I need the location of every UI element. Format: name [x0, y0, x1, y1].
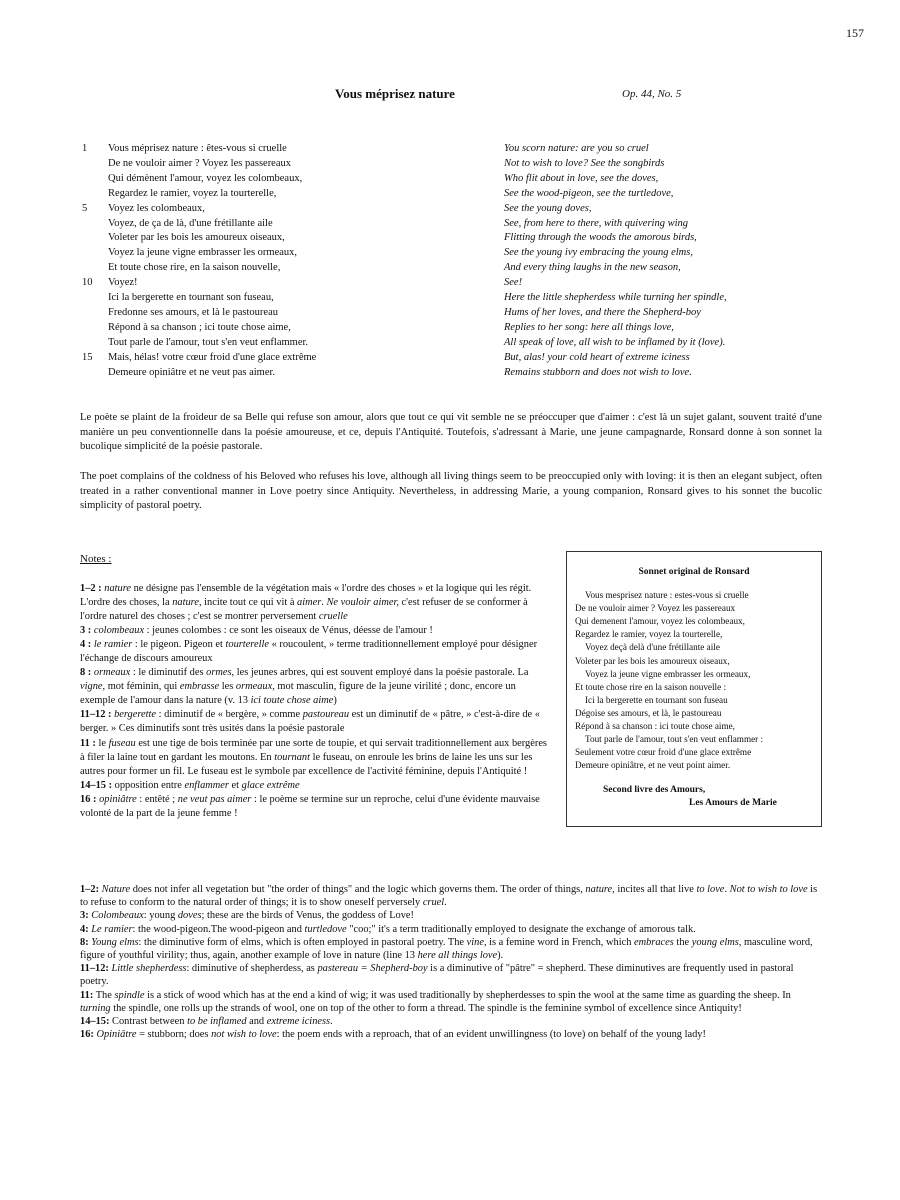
note-item	[80, 962, 822, 988]
poem-line-text: Voleter par les bois les amoureux oiseaux,	[108, 232, 285, 244]
note-reference: 8:	[80, 936, 89, 948]
note-text: is a stick of wood which has at the end a kind of wig; it was used traditionally by shepherdesses to spin the wool at the same time as guarding the sheep. In	[144, 989, 791, 1001]
note-item	[80, 638, 550, 666]
note-item	[80, 666, 550, 708]
note-reference: 4:	[80, 923, 89, 935]
line-number	[82, 261, 108, 276]
note-term: Ne vouloir aimer,	[326, 597, 399, 609]
original-sonnet-box	[566, 551, 822, 827]
note-text: : diminutive of shepherdess, as	[186, 963, 318, 975]
note-term: extreme iciness	[266, 1016, 331, 1028]
sonnet-source-book: Second livre des Amours,	[603, 785, 706, 796]
note-text: .	[724, 884, 730, 895]
note-reference: 1–2:	[80, 884, 100, 895]
poem-line-text: Voyez la jeune vigne embrasser les ormeaux,	[108, 247, 298, 259]
note-reference: 11–12 :	[80, 709, 112, 721]
poem-line-text: Ici la bergerette en tournant son fuseau,	[108, 292, 274, 304]
line-number: 5	[82, 202, 88, 214]
poem-line-text: Demeure opiniâtre et ne veut pas aimer.	[108, 366, 276, 378]
note-text: : the diminutive form of elms, which is often employed in pastoral poetry. The	[138, 936, 467, 948]
note-term: pastoureau	[302, 709, 350, 721]
poem-line	[82, 291, 482, 306]
note-text: , masculine word, figure of youthful virility; thus, again, another example of love in nature (line 13	[80, 936, 813, 962]
note-term: pastereau = Shepherd-boy	[317, 963, 428, 975]
note-reference: 14–15 :	[80, 779, 113, 791]
note-text: « roucoulent, » terme traditionnellement employé pour désigner l'échange de discours amoureux	[80, 639, 538, 665]
sonnet-line: Regardez le ramier, voyez la tourterelle,	[575, 629, 723, 640]
note-reference: 16 :	[80, 793, 97, 805]
poem-line	[82, 217, 482, 232]
line-number	[82, 306, 108, 321]
note-term: opiniâtre	[99, 793, 137, 805]
sonnet-line: Voleter par les bois les amoureux oiseaux,	[575, 655, 730, 666]
line-number	[82, 336, 108, 351]
line-number	[82, 231, 108, 246]
note-text: opposition entre	[112, 779, 185, 791]
poem-line-text: Et toute chose rire, en la saison nouvelle,	[108, 262, 281, 274]
note-text: : entêté ;	[136, 793, 178, 805]
note-text: les	[219, 681, 236, 693]
sonnet-lines	[567, 589, 821, 772]
note-term: enflammer	[184, 779, 229, 791]
note-term: nature	[104, 583, 132, 594]
note-item	[80, 779, 550, 793]
line-number: 10	[82, 277, 93, 289]
note-text: .	[321, 597, 327, 609]
poem-line-text: Voyez!	[108, 277, 138, 289]
poem-line	[82, 276, 482, 291]
poem-line	[82, 261, 482, 276]
poem-translation-line: Who flit about in love, see the doves,	[504, 172, 659, 184]
poem-translation-line: You scorn nature: are you so cruel	[504, 143, 649, 154]
note-reference: 11–12:	[80, 963, 109, 975]
note-item	[80, 582, 550, 624]
poem-translation-line: See!	[504, 277, 523, 289]
note-term: Nature	[101, 884, 131, 895]
song-title: Vous méprisez nature	[335, 86, 455, 101]
note-term: ormes	[206, 667, 232, 679]
note-text: : young	[143, 910, 178, 922]
note-term: Opiniâtre	[96, 1029, 137, 1041]
note-item	[80, 936, 822, 962]
sonnet-line: Répond à sa chanson : ici toute chose aime,	[575, 721, 735, 732]
note-reference: 4 :	[80, 639, 92, 651]
poem-translation-line: See the young doves,	[504, 202, 592, 214]
note-term: here all things love	[417, 950, 498, 962]
line-number	[82, 366, 108, 381]
intro-french: Le poète se plaint de la froideur de sa Belle qui refuse son amour, alors que tout ce qui vit semble ne se préoccuper que d'aimer : c'est là un sujet galant, souvent traité d'une manière un peu conventionnelle dans la poésie amoureuse, et ce, depuis l'Antiquité. Toutefois, s'adressant à Marie, une jeune campagnarde, Ronsard donne à son sonnet la bucolique simplicité de la poésie pastorale.	[80, 412, 822, 452]
poem-line-text: Voyez les colombeaux,	[108, 202, 205, 214]
note-term: to be inflamed	[187, 1016, 247, 1028]
note-item	[80, 923, 822, 936]
note-term: glace extrême	[241, 779, 300, 791]
note-term: Little shepherdess	[111, 963, 187, 975]
note-text: : le pigeon. Pigeon et	[132, 639, 226, 651]
poem-translation-line: Flitting through the woods the amorous birds,	[504, 232, 697, 244]
line-number	[82, 172, 108, 187]
note-text: est un diminutif de « pâtre, » c'est-à-dire de « berger. » Ces diminutifs sont très usités dans la poésie pastorale	[80, 709, 540, 735]
notes-french	[80, 582, 550, 821]
intro-english: The poet complains of the coldness of his Beloved who refuses his love, although all living things seem to be preoccupied only with loving: it is then an elegant subject, often treated in a rather conventional manner in Love poetry since Antiquity. Nevertheless, in addressing Marie, a young companion, Ronsard gives to his sonnet the bucolic simplicity of pastoral poetry.	[80, 471, 822, 511]
note-term: colombeaux	[93, 625, 145, 637]
note-text: .	[330, 1016, 333, 1028]
page-number: 157	[846, 26, 864, 40]
line-number	[82, 321, 108, 336]
note-text: , incite tout ce qui vit à	[198, 597, 298, 609]
line-number	[82, 217, 108, 232]
poem-translation-line: Hums of her loves, and there the Shepherd-boy	[504, 306, 701, 318]
note-text: and	[246, 1016, 267, 1028]
note-item	[80, 909, 822, 922]
note-item	[80, 883, 822, 909]
poem-translation-line: And every thing laughs in the new season,	[504, 262, 681, 274]
poem-line-text: De ne vouloir aimer ? Voyez les passereaux	[108, 157, 292, 169]
note-text: le fuseau, on enroule les brins de laine les uns sur les autres pour former un fil. Le fuseau est le symbole par excellence de l'activité féminine, depuis l'Antiquité !	[80, 751, 533, 777]
note-text: ne désigne pas l'ensemble de la végétation mais « l'ordre des choses » et la logique qui les régit. L'ordre des choses, la	[80, 583, 532, 609]
poem-translation-line: Replies to her song: here all things love,	[504, 321, 674, 333]
poem-translation-line: All speak of love, all wish to be inflamed by it (love).	[504, 336, 726, 348]
poem-line	[82, 187, 482, 202]
note-item	[80, 1028, 822, 1041]
sonnet-line: Dégoise ses amours, et là, le pastoureau	[575, 707, 722, 718]
note-term: ormeaux	[235, 681, 273, 693]
sonnet-line: De ne vouloir aimer ? Voyez les passereaux	[575, 603, 736, 614]
note-text: ; these are the birds of Venus, the goddess of Love!	[201, 910, 415, 922]
note-term: aimer	[297, 597, 322, 609]
note-term: ici toute chose aime	[250, 695, 334, 707]
notes-heading: Notes :	[80, 553, 112, 565]
note-text: )	[333, 695, 337, 707]
sonnet-line: Seulement votre cœur froid d'une glace extrême	[575, 747, 752, 758]
line-number	[82, 157, 108, 172]
poem-translation-line: Here the little shepherdess while turning her spindle,	[504, 292, 727, 304]
poem-french	[82, 142, 482, 381]
note-term: Not to wish to love	[729, 884, 808, 895]
poem-line	[82, 321, 482, 336]
note-reference: 11 :	[80, 737, 96, 749]
note-text: is a diminutive of "pâtre" = shepherd. These diminutives are frequently used in pastoral poetry.	[80, 963, 794, 988]
poem-line	[82, 172, 482, 187]
note-term: Colombeaux	[91, 910, 144, 922]
note-term: embrasse	[179, 681, 220, 693]
note-reference: 3:	[80, 910, 89, 922]
opus-number: Op. 44, No. 5	[622, 88, 682, 100]
note-text: the spindle, one rolls up the strands of wool, one on top of the other to form a thread. The spindle is the feminine symbol of excellence since Antiquity!	[110, 1002, 742, 1014]
note-term: not wish to love	[211, 1029, 277, 1041]
poem-translation-line: See the young ivy embracing the young elms,	[504, 247, 693, 259]
poem-line-text: Fredonne ses amours, et là le pastoureau	[108, 306, 278, 318]
poem-line-text: Vous méprisez nature : êtes-vous si cruelle	[108, 143, 287, 154]
note-text: , is a femine word in French, which	[483, 936, 634, 948]
line-number	[82, 187, 108, 202]
poem-line	[82, 142, 482, 157]
note-text: : jeunes colombes : ce sont les oiseaux de Vénus, déesse de l'amour !	[144, 625, 433, 637]
note-text: .	[444, 897, 447, 909]
sonnet-line: Ici la bergerette en tournant son fuseau	[585, 694, 728, 705]
note-term: turning	[80, 1002, 111, 1014]
poem-line-text: Répond à sa chanson ; ici toute chose aime,	[108, 321, 291, 333]
line-number: 15	[82, 351, 93, 363]
poem-line	[82, 306, 482, 321]
note-text: : le poème se termine sur un reproche, celui d'une évidente mauvaise volonté de la part de la jeune femme !	[80, 793, 540, 819]
poem-line	[82, 202, 482, 217]
line-number: 1	[82, 143, 88, 154]
sonnet-line: Tout parle de l'amour, tout s'en veut enflammer :	[585, 734, 764, 745]
sonnet-line: Voyez la jeune vigne embrasser les ormeaux,	[585, 668, 751, 679]
note-text: et	[228, 779, 242, 791]
notes-english	[80, 883, 822, 1041]
note-text: does not infer all vegetation but "the order of things" and the logic which governs them. The order of things,	[130, 884, 586, 895]
note-text: , mot masculin, figure de la jeune virilité ; donc, encore un exemple de l'amour dans la nature (v. 13	[80, 681, 516, 707]
note-item	[80, 1015, 822, 1028]
note-item	[80, 793, 550, 821]
note-text: , les jeunes arbres, qui est souvent employé dans la poésie pastorale. La	[231, 667, 529, 679]
note-text: "coo;" it's a term traditionally employed to designate the exchange of amorous talk.	[346, 923, 696, 935]
poem-line-text: Qui démènent l'amour, voyez les colombeaux,	[108, 172, 303, 184]
note-reference: 1–2 :	[80, 583, 102, 594]
note-text: : the poem ends with a reproach, that of an evident unwillingness (to love) on behalf of the young lady!	[276, 1029, 706, 1041]
note-text: , incites all that live	[612, 884, 697, 895]
poem-line	[82, 231, 482, 246]
note-term: cruelle	[318, 611, 348, 623]
sonnet-line: Qui demenent l'amour, voyez les colombeaux,	[575, 616, 745, 627]
note-term: nature	[172, 597, 199, 609]
note-text: ).	[497, 950, 504, 962]
poem-line	[82, 351, 482, 366]
note-item	[80, 624, 550, 638]
poem-translation-line: Not to wish to love? See the songbirds	[504, 157, 665, 169]
poem-line	[82, 366, 482, 381]
note-text: is to refuse to conform to the natural order of things; it is to show oneself perversely	[80, 884, 818, 909]
poem-line	[82, 246, 482, 261]
note-text: : le diminutif des	[130, 667, 207, 679]
note-term: tourterelle	[225, 639, 269, 651]
note-item	[80, 708, 550, 736]
sonnet-line: Vous mesprisez nature : estes-vous si cruelle	[585, 590, 749, 601]
note-term: vigne	[80, 681, 103, 693]
sonnet-line: Voyez deçà delà d'une frétillante aile	[585, 642, 720, 653]
note-term: bergerette	[114, 709, 157, 721]
note-text: = stubborn; does	[136, 1029, 212, 1041]
note-text: the	[673, 936, 692, 948]
note-text: est une tige de bois terminée par une sorte de toupie, et qui servait traditionnellement aux bergères à filer la laine tout en gardant les moutons. En	[80, 737, 547, 763]
poem-line	[82, 336, 482, 351]
note-reference: 11:	[80, 989, 94, 1001]
line-number	[82, 246, 108, 261]
note-term: embraces	[634, 936, 674, 948]
sonnet-line: Demeure opiniâtre, et ne veut point aimer.	[575, 760, 731, 771]
note-term: Le ramier	[91, 923, 133, 935]
poem-line	[82, 157, 482, 172]
sonnet-box-title: Sonnet original de Ronsard	[638, 567, 750, 577]
sonnet-source	[567, 784, 821, 810]
sonnet-line: Et toute chose rire en la saison nouvelle :	[575, 681, 727, 692]
note-term: to love	[696, 884, 725, 895]
line-number	[82, 291, 108, 306]
poem-line-text: Mais, hélas! votre cœur froid d'une glace extrême	[108, 351, 317, 363]
note-text: c'est refuser de se conformer à l'ordre naturel des choses ; c'est se montrer perversement	[80, 597, 528, 623]
note-term: young elms	[691, 936, 739, 948]
note-item	[80, 989, 822, 1015]
note-text: le	[95, 737, 109, 749]
note-text: : diminutif de « bergère, » comme	[156, 709, 303, 721]
note-term: doves	[177, 910, 202, 922]
note-reference: 8 :	[80, 667, 92, 679]
note-term: cruel	[422, 897, 445, 909]
poem-translation-line: Remains stubborn and does not wish to love.	[504, 366, 692, 378]
poem-translation-line: But, alas! your cold heart of extreme iciness	[504, 351, 690, 363]
note-term: spindle	[114, 989, 145, 1001]
note-term: ormeaux	[93, 667, 131, 679]
poem-translation-line: See the wood-pigeon, see the turtledove,	[504, 187, 674, 199]
note-reference: 3 :	[80, 625, 92, 637]
note-text: The	[93, 989, 115, 1001]
note-term: vine	[466, 936, 484, 948]
note-reference: 14–15:	[80, 1016, 110, 1028]
note-term: fuseau	[108, 737, 136, 749]
note-item	[80, 737, 550, 779]
note-text: Contrast between	[109, 1016, 188, 1028]
poem-line-text: Regardez le ramier, voyez la tourterelle,	[108, 187, 277, 199]
poem-translation-line: See, from here to there, with quivering wing	[504, 217, 689, 229]
note-text: , mot féminin, qui	[102, 681, 180, 693]
note-text: : the wood-pigeon.The wood-pigeon and	[132, 923, 305, 935]
poem-english-translation	[504, 142, 844, 381]
note-term: le ramier	[93, 639, 133, 651]
note-term: Young elms	[91, 936, 139, 948]
poem-line-text: Voyez, de ça de là, d'une frétillante aile	[108, 217, 273, 229]
sonnet-source-collection: Les Amours de Marie	[689, 798, 777, 809]
note-term: turtledove	[304, 923, 347, 935]
note-term: tournant	[274, 751, 310, 763]
note-term: nature	[585, 884, 613, 895]
note-reference: 16:	[80, 1029, 94, 1041]
note-term: ne veut pas aimer	[177, 793, 252, 805]
poem-line-text: Tout parle de l'amour, tout s'en veut enflammer.	[108, 336, 309, 348]
